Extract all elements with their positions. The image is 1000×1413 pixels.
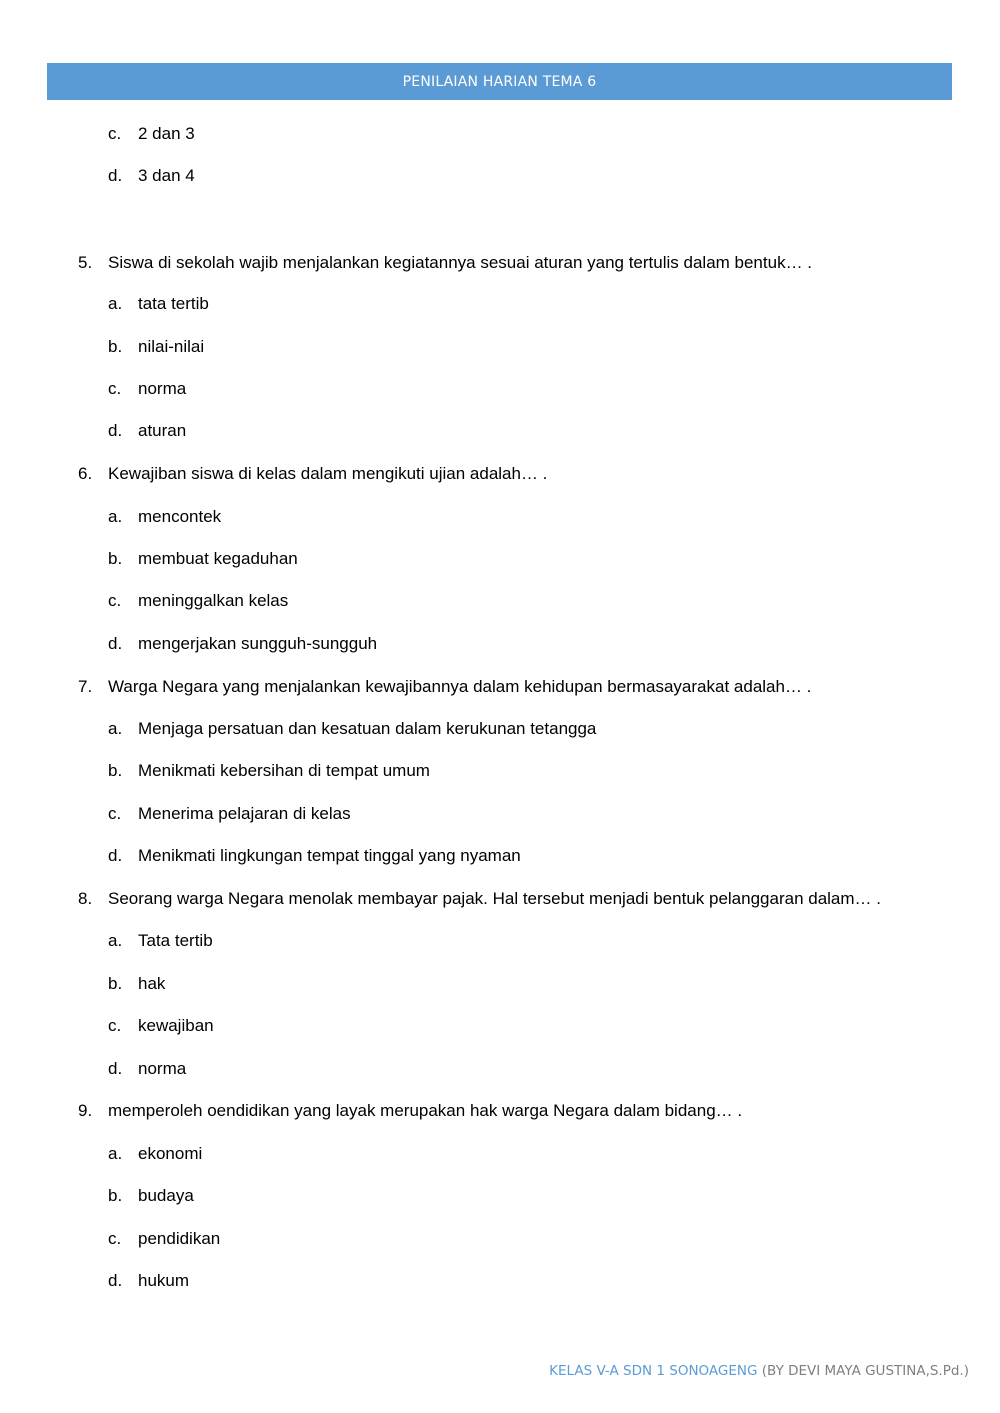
page-header-title: PENILAIAN HARIAN TEMA 6 [402,73,597,90]
question-number: 8. [78,889,93,908]
option-text: nilai-nilai [138,337,205,356]
footer-school: KELAS V-A SDN 1 SONOAGENG [549,1363,758,1379]
question-text: Warga Negara yang menjalankan kewajibannya dalam kehidupan bermasayarakat adalah… . [108,677,812,696]
option-letter: c. [108,1229,122,1248]
option-letter: d. [108,1271,123,1290]
option-letter: c. [108,379,122,398]
option-text: 3 dan 4 [138,166,195,185]
question-number: 9. [78,1101,93,1120]
option-text: Tata tertib [138,931,213,950]
option-letter: d. [108,846,123,865]
footer-author: (BY DEVI MAYA GUSTINA,S.Pd.) [757,1363,969,1379]
option-text: pendidikan [138,1229,221,1248]
question-text: Kewajiban siswa di kelas dalam mengikuti ujian adalah… . [108,464,548,483]
option-text: meninggalkan kelas [138,591,289,610]
option-letter: c. [108,124,122,143]
option-letter: a. [108,1144,123,1163]
option-text: tata tertib [138,294,209,313]
option-text: hak [138,974,166,993]
question-number: 5. [78,253,93,272]
question-text: memperoleh oendidikan yang layak merupakan hak warga Negara dalam bidang… . [108,1101,743,1120]
option-letter: b. [108,974,123,993]
page-header [47,63,952,100]
question-number: 6. [78,464,93,483]
question-number: 7. [78,677,93,696]
page-footer [549,1363,969,1379]
option-text: hukum [138,1271,190,1290]
option-text: mengerjakan sungguh-sungguh [138,634,378,653]
option-letter: a. [108,719,123,738]
option-text: norma [138,1059,187,1078]
option-text: budaya [138,1186,194,1205]
option-text: Menikmati kebersihan di tempat umum [138,761,430,780]
option-letter: d. [108,166,123,185]
option-letter: b. [108,549,123,568]
option-letter: a. [108,507,123,526]
option-text: Menikmati lingkungan tempat tinggal yang nyaman [138,846,521,865]
option-text: aturan [138,421,187,440]
option-letter: d. [108,634,123,653]
option-letter: b. [108,761,123,780]
option-letter: d. [108,421,123,440]
option-letter: b. [108,337,123,356]
option-text: Menerima pelajaran di kelas [138,804,351,823]
option-letter: c. [108,1016,122,1035]
option-text: norma [138,379,187,398]
option-text: Menjaga persatuan dan kesatuan dalam kerukunan tetangga [138,719,597,738]
option-text: mencontek [138,507,222,526]
question-text: Seorang warga Negara menolak membayar pajak. Hal tersebut menjadi bentuk pelanggaran dalam… . [108,889,881,908]
option-letter: c. [108,591,122,610]
question-text: Siswa di sekolah wajib menjalankan kegiatannya sesuai aturan yang tertulis dalam bentuk… . [108,253,813,272]
option-letter: a. [108,931,123,950]
option-letter: a. [108,294,123,313]
option-text: ekonomi [138,1144,203,1163]
option-letter: b. [108,1186,123,1205]
option-text: 2 dan 3 [138,124,195,143]
option-letter: d. [108,1059,123,1078]
option-letter: c. [108,804,122,823]
option-text: membuat kegaduhan [138,549,298,568]
option-text: kewajiban [138,1016,214,1035]
